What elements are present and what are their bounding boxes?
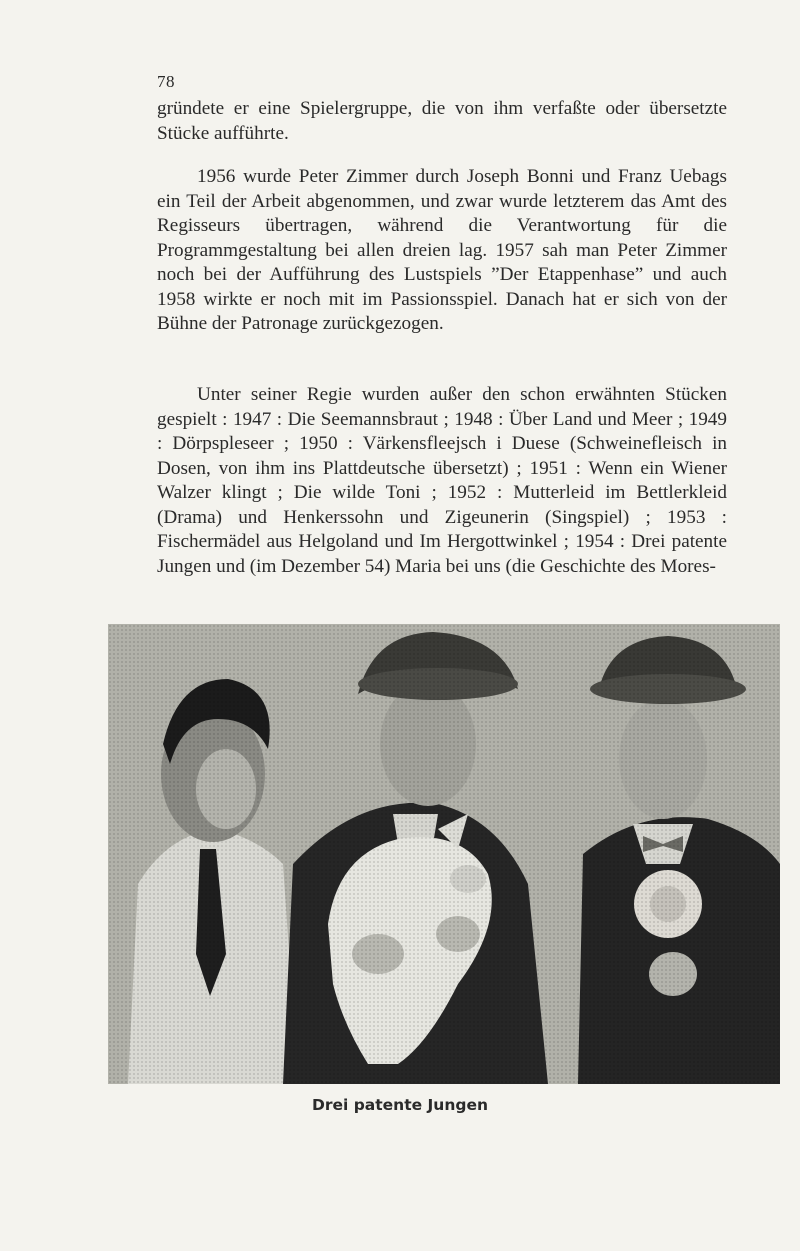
paragraph-2-text: 1956 wurde Peter Zimmer durch Joseph Bonni und Franz Uebags ein Teil der Arbeit abgenommen, und zwar wurde letzterem das Amt des Regisseurs übertragen, während die Verantwortung für die Programmgestaltung bei allen dreien lag. 1957 sah man Peter Zimmer noch bei der Aufführung des Lustspiels ”Der Etappenhase” und auch 1958 wirkte er noch mit im Passionsspiel. Danach hat er sich von der Bühne der Patronage zurückgezogen. bbox=[157, 166, 727, 334]
halftone-photograph bbox=[108, 624, 780, 1084]
paragraph-1 bbox=[157, 97, 727, 146]
paragraph-1-text: gründete er eine Spielergruppe, die von ihm verfaßte oder übersetzte Stücke aufführte. bbox=[157, 98, 727, 144]
page-number: 78 bbox=[157, 72, 175, 91]
photo-caption: Drei patente Jungen bbox=[311, 1096, 489, 1114]
photograph-three-young-men-with-piglet bbox=[108, 624, 780, 1084]
paragraph-3 bbox=[157, 383, 727, 579]
paragraph-3-text: Unter seiner Regie wurden außer den schon erwähnten Stücken gespielt : 1947 : Die Seemannsbraut ; 1948 : Über Land und Meer ; 1949 : Dörpspleseer ; 1950 : Värkensfleejsch i Duese (Schweinefleisch in Dosen, von ihm ins Plattdeutsche übersetzt) ; 1951 : Wenn ein Wiener Walzer klingt ; Die wilde Toni ; 1952 : Mutterleid im Bettlerkleid (Drama) und Henkerssohn und Zigeunerin (Singspiel) ; 1953 : Fischermädel aus Helgoland und Im Hergottwinkel ; 1954 : Drei patente Jungen und (im Dezember 54) Maria bei uns (die Geschichte des Mores- bbox=[157, 384, 727, 577]
paragraph-2 bbox=[157, 165, 727, 337]
